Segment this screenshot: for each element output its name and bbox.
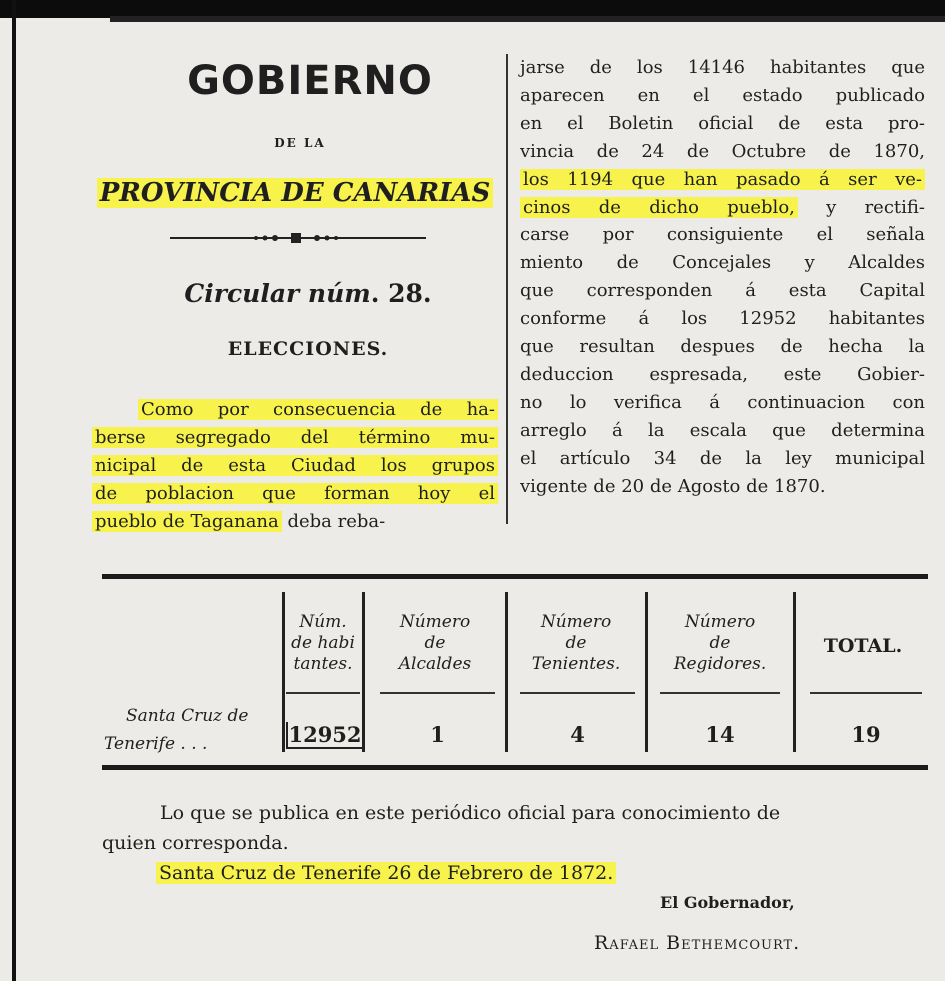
- body-line: [92, 452, 498, 480]
- footer-line: Lo que se publica en este periódico oficial para conocimiento de: [160, 802, 781, 824]
- cell-regidores: 14: [705, 722, 735, 747]
- body-line: [92, 424, 498, 452]
- highlighted-text: nicipal de esta Ciudad los grupos: [92, 455, 498, 476]
- header-line: Número: [684, 612, 756, 632]
- header-tenientes: [510, 612, 642, 675]
- header-line: tantes.: [293, 654, 353, 674]
- circular-label: Circular núm: [184, 279, 371, 308]
- cell-alcaldes: 1: [430, 722, 445, 747]
- body-line: vigente de 20 de Agosto de 1870.: [520, 475, 826, 497]
- header-underline: [520, 692, 635, 694]
- header-line: Tenientes.: [531, 654, 621, 674]
- body-right-column: [520, 54, 925, 501]
- table-top-rule: [102, 574, 928, 579]
- header-line: TOTAL.: [823, 635, 903, 657]
- header-underline: [380, 692, 495, 694]
- header-line: de: [424, 633, 446, 653]
- body-line: [92, 508, 498, 536]
- table-divider: [645, 592, 648, 752]
- body-line: miento de Concejales y Alcaldes: [520, 252, 925, 274]
- body-line: no lo verifica á continuacion con: [520, 391, 925, 413]
- cell-tenientes: 4: [570, 722, 585, 747]
- cell-habitantes: 12952: [286, 722, 364, 749]
- body-line: [520, 166, 925, 194]
- row-label-line: Santa Cruz de: [126, 706, 249, 726]
- province-heading: [96, 178, 494, 208]
- body-line: aparecen en el estado publicado: [520, 84, 925, 106]
- header-total: [800, 636, 926, 657]
- footer-date: [156, 858, 616, 888]
- body-text: deba reba-: [281, 511, 386, 532]
- column-separator: [506, 54, 508, 524]
- header-line: Número: [540, 612, 612, 632]
- highlighted-text: berse segregado del término mu-: [92, 427, 498, 448]
- circular-heading: [130, 279, 486, 308]
- signer-name: Rafael Bethemcourt.: [594, 932, 801, 954]
- body-line: arreglo á la escala que determina: [520, 419, 925, 441]
- table-divider: [282, 592, 285, 752]
- header-regidores: [650, 612, 790, 675]
- body-line: en el Boletin oficial de esta pro-: [520, 112, 925, 134]
- table-bottom-rule: [102, 765, 928, 770]
- body-line: carse por consiguiente el señala: [520, 224, 925, 246]
- highlighted-text: los 1194 que han pasado á ser ve-: [520, 169, 925, 190]
- body-line: [92, 480, 498, 508]
- table-divider: [793, 592, 796, 752]
- highlighted-text: Como por consecuencia de ha-: [138, 399, 498, 420]
- footer-line: quien corresponda.: [102, 832, 289, 854]
- body-left-column: [92, 396, 498, 536]
- body-line: [520, 194, 925, 222]
- body-line: [92, 396, 498, 424]
- row-label-line: Tenerife . . .: [104, 734, 208, 754]
- header-alcaldes: [370, 612, 500, 675]
- title-connector: DE LA: [274, 136, 326, 150]
- province-text: PROVINCIA DE CANARIAS: [97, 178, 493, 208]
- highlighted-text: pueblo de Taganana: [92, 511, 282, 532]
- header-line: Núm.: [299, 612, 347, 632]
- header-line: de habi: [291, 633, 355, 653]
- cell-total: 19: [851, 722, 881, 747]
- header-underline: [286, 692, 360, 694]
- highlighted-date: Santa Cruz de Tenerife 26 de Febrero de 1872.: [156, 862, 616, 884]
- table-divider: [505, 592, 508, 752]
- left-border: [12, 0, 16, 981]
- section-heading: ELECCIONES.: [227, 338, 389, 360]
- header-underline: [810, 692, 922, 694]
- header-line: de: [565, 633, 587, 653]
- header-line: Número: [399, 612, 471, 632]
- header-underline: [660, 692, 780, 694]
- body-line: vincia de 24 de Octubre de 1870,: [520, 140, 925, 162]
- header-line: de: [709, 633, 731, 653]
- highlighted-text: cinos de dicho pueblo,: [520, 197, 798, 218]
- highlighted-text: de poblacion que forman hoy el: [92, 483, 498, 504]
- body-line: que corresponden á esta Capital: [520, 280, 925, 302]
- body-text: y rectifi-: [797, 196, 925, 218]
- row-label: [104, 702, 249, 758]
- body-line: conforme á los 12952 habitantes: [520, 308, 925, 330]
- ornament-divider: [170, 231, 426, 245]
- signer-role: El Gobernador,: [660, 893, 795, 912]
- top-rule: [110, 16, 945, 22]
- header-line: Alcaldes: [398, 654, 472, 674]
- body-line: deduccion espresada, este Gobier-: [520, 363, 925, 385]
- circular-number: . 28.: [370, 279, 432, 308]
- header-line: Regidores.: [673, 654, 767, 674]
- header-habitantes: [286, 612, 360, 675]
- document-title: GOBIERNO: [187, 58, 433, 104]
- body-line: el artículo 34 de la ley municipal: [520, 447, 925, 469]
- body-line: jarse de los 14146 habitantes que: [520, 57, 925, 78]
- body-line: que resultan despues de hecha la: [520, 336, 925, 358]
